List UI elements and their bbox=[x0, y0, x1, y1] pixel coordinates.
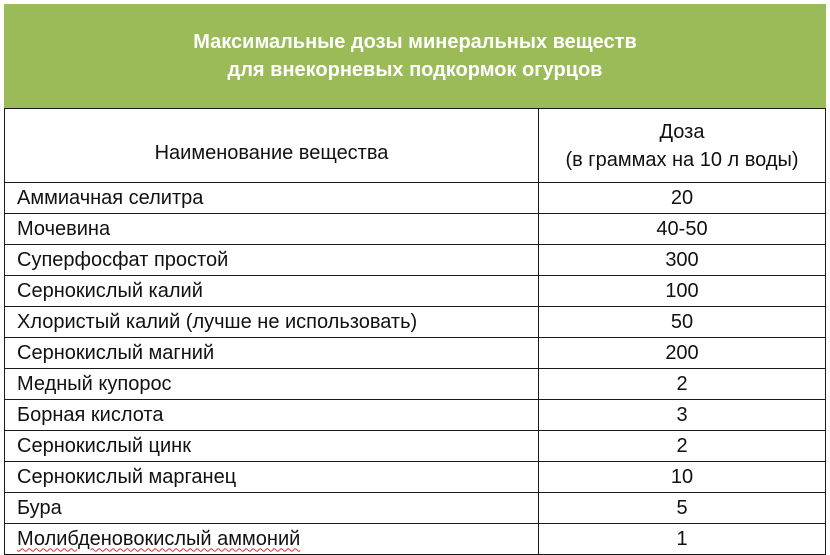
table-row bbox=[5, 245, 826, 276]
doses-table bbox=[4, 108, 826, 555]
substance-dose: 2 bbox=[539, 369, 826, 400]
substance-dose: 50 bbox=[539, 307, 826, 338]
table-row bbox=[5, 183, 826, 214]
table-row bbox=[5, 276, 826, 307]
table-row bbox=[5, 524, 826, 555]
substance-dose: 100 bbox=[539, 276, 826, 307]
substance-dose: 20 bbox=[539, 183, 826, 214]
spellcheck-flagged-text: Молибденовокислый аммоний bbox=[17, 527, 301, 550]
substance-dose: 2 bbox=[539, 431, 826, 462]
substance-dose: 10 bbox=[539, 462, 826, 493]
substance-name: Медный купорос bbox=[5, 369, 539, 400]
substance-name: Сернокислый цинк bbox=[5, 431, 539, 462]
substance-name: Сернокислый магний bbox=[5, 338, 539, 369]
table-row bbox=[5, 462, 826, 493]
table-row bbox=[5, 214, 826, 245]
substance-name: Сернокислый марганец bbox=[5, 462, 539, 493]
table-row bbox=[5, 493, 826, 524]
substance-name: Мочевина bbox=[5, 214, 539, 245]
substance-dose: 3 bbox=[539, 400, 826, 431]
table-row bbox=[5, 338, 826, 369]
header-dose-line-1: Доза bbox=[659, 120, 705, 143]
title-line-1: Максимальные дозы минеральных веществ bbox=[193, 31, 637, 53]
substance-dose: 200 bbox=[539, 338, 826, 369]
substance-dose: 40-50 bbox=[539, 214, 826, 245]
substance-name: Аммиачная селитра bbox=[5, 183, 539, 214]
title-line-2: для внекорневых подкормок огурцов bbox=[227, 59, 603, 81]
header-row bbox=[5, 109, 826, 183]
substance-name: Сернокислый калий bbox=[5, 276, 539, 307]
substance-name: Борная кислота bbox=[5, 400, 539, 431]
substance-name: Суперфосфат простой bbox=[5, 245, 539, 276]
substance-dose: 300 bbox=[539, 245, 826, 276]
substance-dose: 5 bbox=[539, 493, 826, 524]
table-row bbox=[5, 400, 826, 431]
table-title-banner bbox=[4, 4, 826, 108]
substance-name: Бура bbox=[5, 493, 539, 524]
table-row bbox=[5, 431, 826, 462]
substance-name: Хлористый калий (лучше не использовать) bbox=[5, 307, 539, 338]
header-substance-name: Наименование вещества bbox=[5, 109, 539, 183]
table-row bbox=[5, 369, 826, 400]
dose-table-document bbox=[4, 4, 826, 550]
substance-dose: 1 bbox=[539, 524, 826, 555]
table-row bbox=[5, 307, 826, 338]
header-dose bbox=[539, 109, 826, 183]
header-dose-line-2: (в граммах на 10 л воды) bbox=[565, 148, 799, 171]
substance-name-cell bbox=[5, 524, 539, 555]
